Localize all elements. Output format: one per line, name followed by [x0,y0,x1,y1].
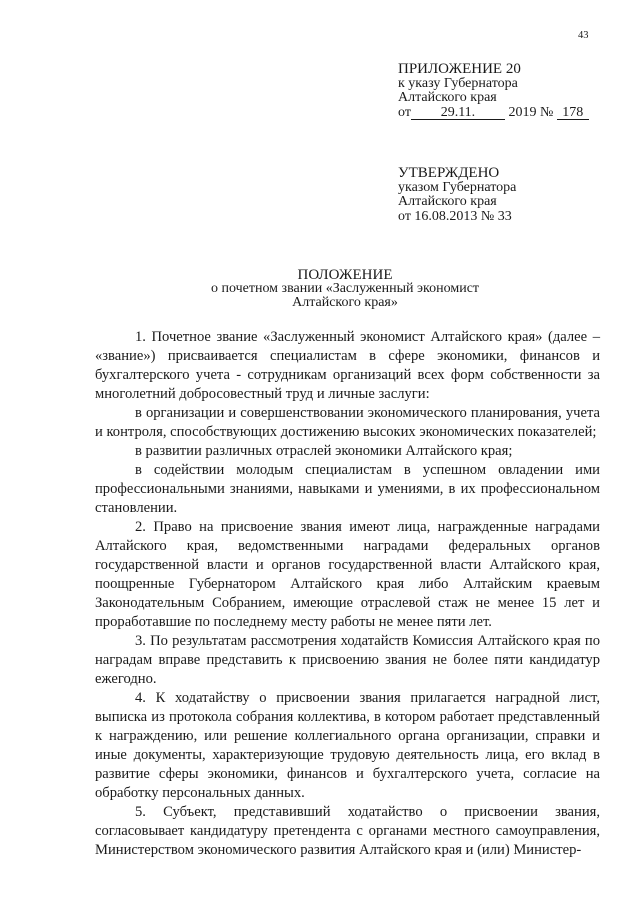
appendix-year-num: 2019 № [508,104,554,120]
document-body [95,328,600,860]
heading-title: ПОЛОЖЕНИЕ [297,267,393,283]
approved-line-1: указом Губернатора [398,179,517,195]
appendix-date-line [398,106,589,121]
paragraph: 4. К ходатайству о присвоении звания прилагается наградной лист, выписка из протокола собрания коллектива, в котором работает представленный к награждению, или решение коллегиального органа организации, справки и иные документы, характеризующие трудовую деятельность лица, его вклад в развитие сферы экономики, финансов и бухгалтерского учета, согласие на обработку персональных данных. [95,690,600,801]
paragraph: в развитии различных отраслей экономики Алтайского края; [135,443,513,459]
appendix-line-2: Алтайского края [398,90,497,105]
approved-line-3: от 16.08.2013 № 33 [398,208,512,224]
paragraph: 1. Почетное звание «Заслуженный экономист Алтайского края» (далее – «звание») присваивается специалистам в сфере экономики, финансов и бухгалтерского учета - сотрудникам организаций всех форм собственности за многолетний добросовестный труд и личные заслуги: [95,329,600,402]
appendix-title: ПРИЛОЖЕНИЕ 20 [398,61,521,77]
paragraph: в содействии молодым специалистам в успешном овладении ими профессиональными знаниями, навыками и умениями, в их профессиональном становлении. [95,462,600,516]
heading-line-2: Алтайского края» [292,295,398,310]
appendix-line-1: к указу Губернатора [398,75,518,91]
approved-line-2: Алтайского края [398,194,497,209]
appendix-number: 178 [557,106,589,120]
paragraph: 2. Право на присвоение звания имеют лица, награжденные наградами Алтайского края, ведомственными наградами федеральных органов государственной власти и органов государственной власти Алтайского края, поощренные Губернатором Алтайского края либо Алтайским краевым Законодательным Собранием, имеющие отраслевой стаж не менее 15 лет и проработавшие по последнему месту работы не менее пяти лет. [95,519,600,630]
paragraph: в организации и совершенствовании экономического планирования, учета и контроля, способствующих достижению высоких экономических показателей; [95,405,600,440]
paragraph: 5. Субъект, представивший ходатайство о присвоении звания, согласовывает кандидатуру претендента с органами местного самоуправления, Министерством экономического развития Алтайского края и (или) Министер- [95,804,600,858]
paragraph: 3. По результатам рассмотрения ходатайств Комиссия Алтайского края по наградам вправе представить к присвоению звания не более пяти кандидатур ежегодно. [95,633,600,687]
appendix-block [398,62,589,120]
approved-title: УТВЕРЖДЕНО [398,165,500,181]
approved-block [398,166,516,224]
document-heading [140,268,550,310]
page-number: 43 [578,30,589,41]
appendix-date: 29.11. [411,106,505,120]
heading-line-1: о почетном звании «Заслуженный экономист [210,281,480,296]
appendix-date-prefix: от [398,104,411,120]
